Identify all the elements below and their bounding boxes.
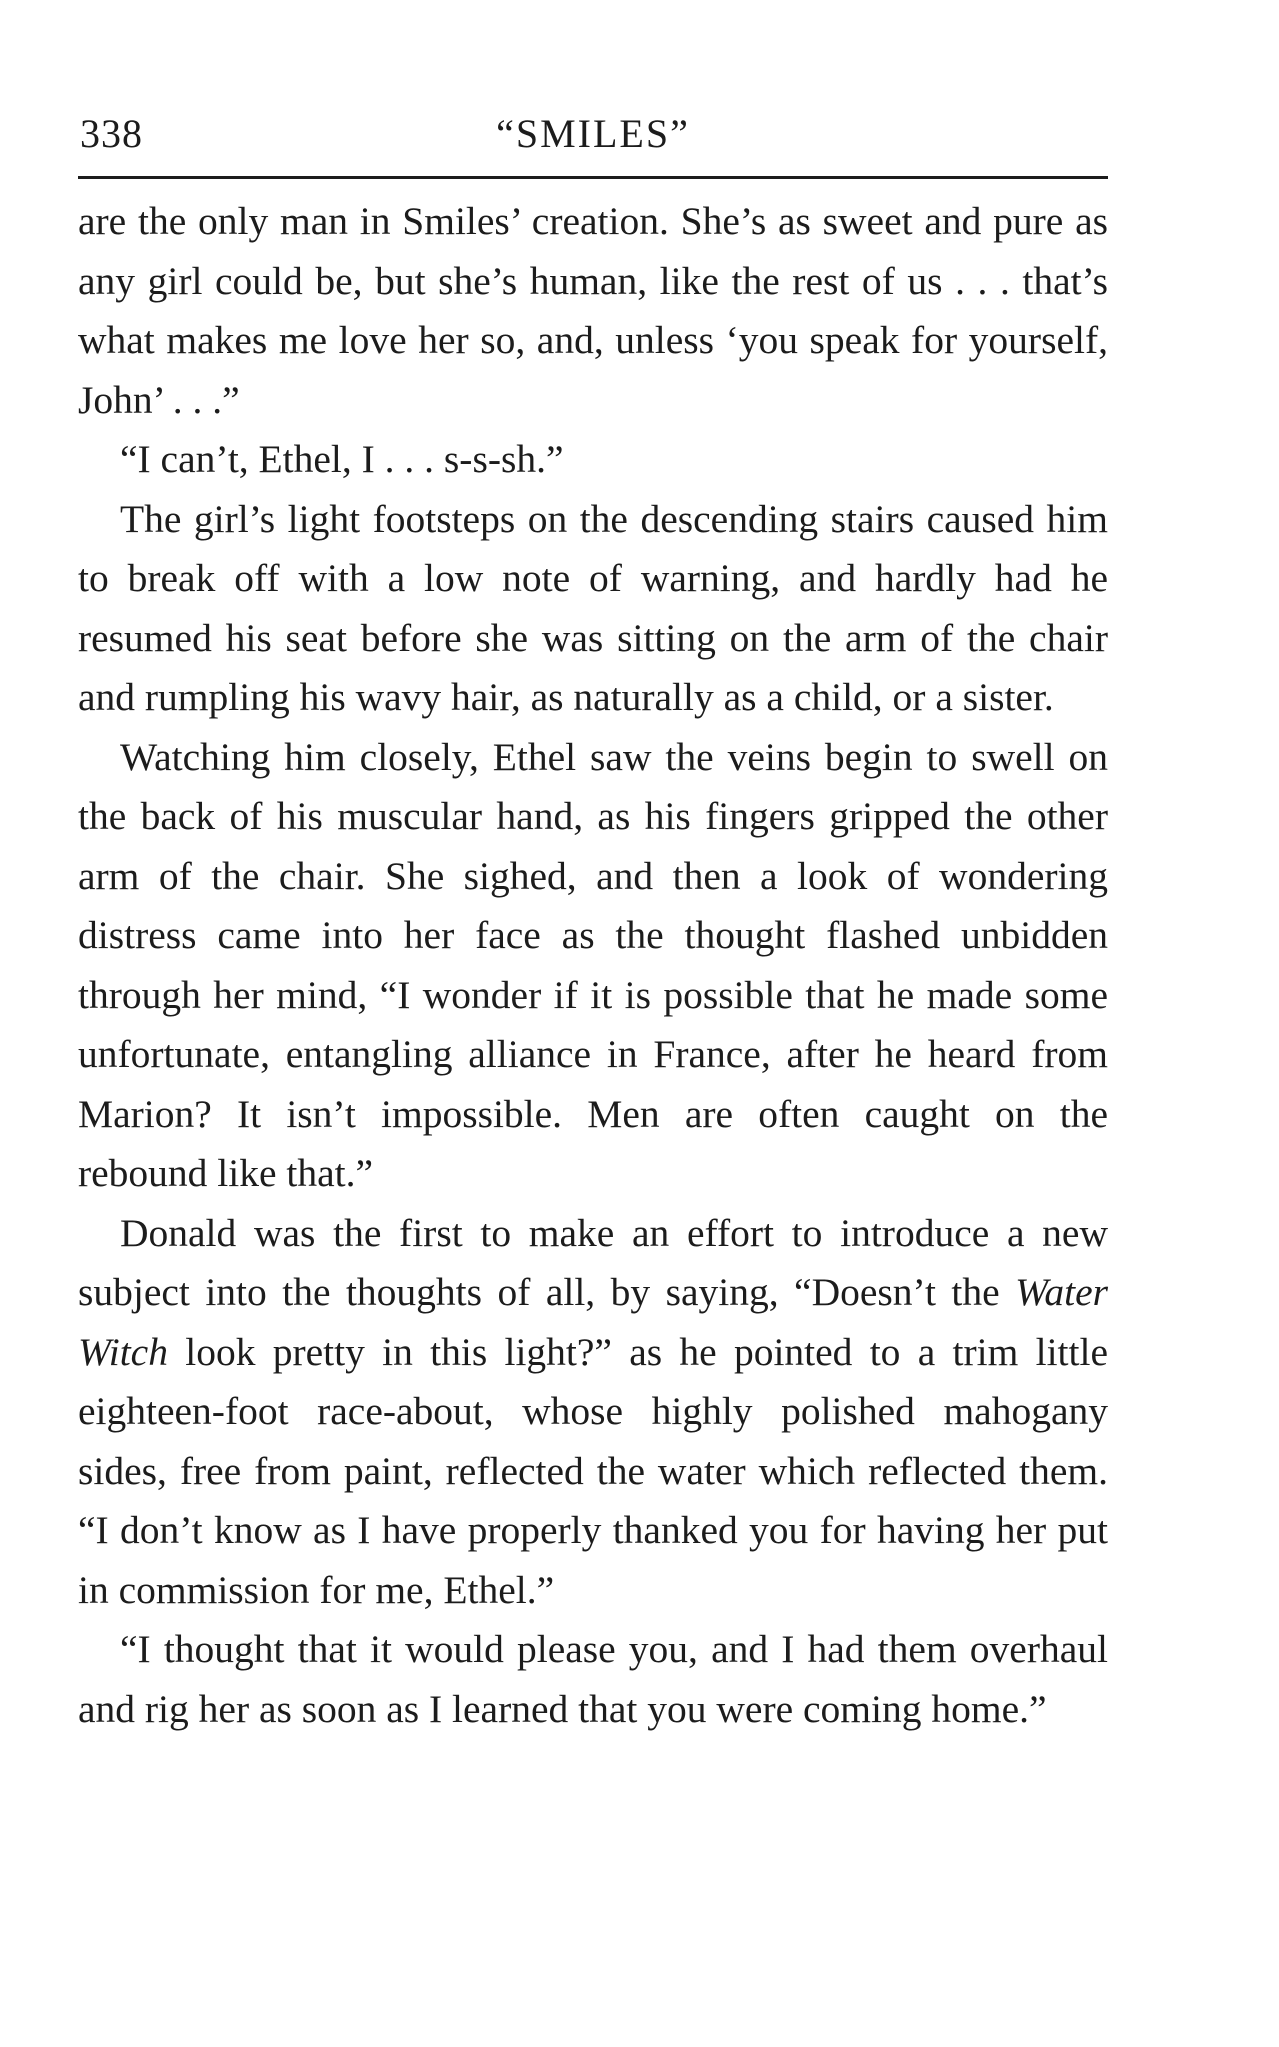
page-number: 338 [80, 111, 143, 156]
boat-name: Water Witch [78, 1270, 1108, 1374]
page-header [78, 100, 1108, 160]
paragraph-text: look pretty in this light?” as he pointed to a trim little eighteen-foot race-about, whose highly polished mahogany sides, free from paint, reflected the water which reflected them. “I don’t know as I have properly thanked you for having her put in commission for me, Ethel.” [78, 1329, 1108, 1612]
paragraph: “I can’t, Ethel, I . . . s-s-sh.” [120, 437, 564, 481]
body-text [78, 192, 1108, 1739]
paragraph: The girl’s light footsteps on the descending stairs caused him to break off with a low note of warning, and hardly had he resumed his seat before she was sitting on the arm of the chair and rumpling his wavy hair, as naturally as a child, or a sister. [78, 496, 1108, 719]
paragraph: “I thought that it would please you, and I had them overhaul and rig her as soon as I learned that you were coming home.” [78, 1627, 1108, 1731]
paragraph-text: Donald was the first to make an effort to introduce a new subject into the thoughts of all, by saying, “Doesn’t the [78, 1210, 1108, 1314]
paragraph: Watching him closely, Ethel saw the veins begin to swell on the back of his muscular hand, as his fingers gripped the other arm of the chair. She sighed, and then a look of wondering distress came into her face as the thought flashed unbidden through her mind, “I wonder if it is possible that he made some unfortunate, entangling alliance in France, after he heard from Marion? It isn’t impossible. Men are often caught on the rebound like that.” [78, 734, 1108, 1195]
paragraph [78, 1204, 1108, 1621]
book-page [78, 100, 1108, 1731]
paragraph-continued: are the only man in Smiles’ creation. She’s as sweet and pure as any girl could be, but she’s human, like the rest of us . . . that’s what makes me love her so, and, unless ‘you speak for yourself, John’ . . .” [78, 199, 1108, 422]
running-head: “SMILES” [496, 111, 690, 156]
header-rule [78, 176, 1108, 179]
